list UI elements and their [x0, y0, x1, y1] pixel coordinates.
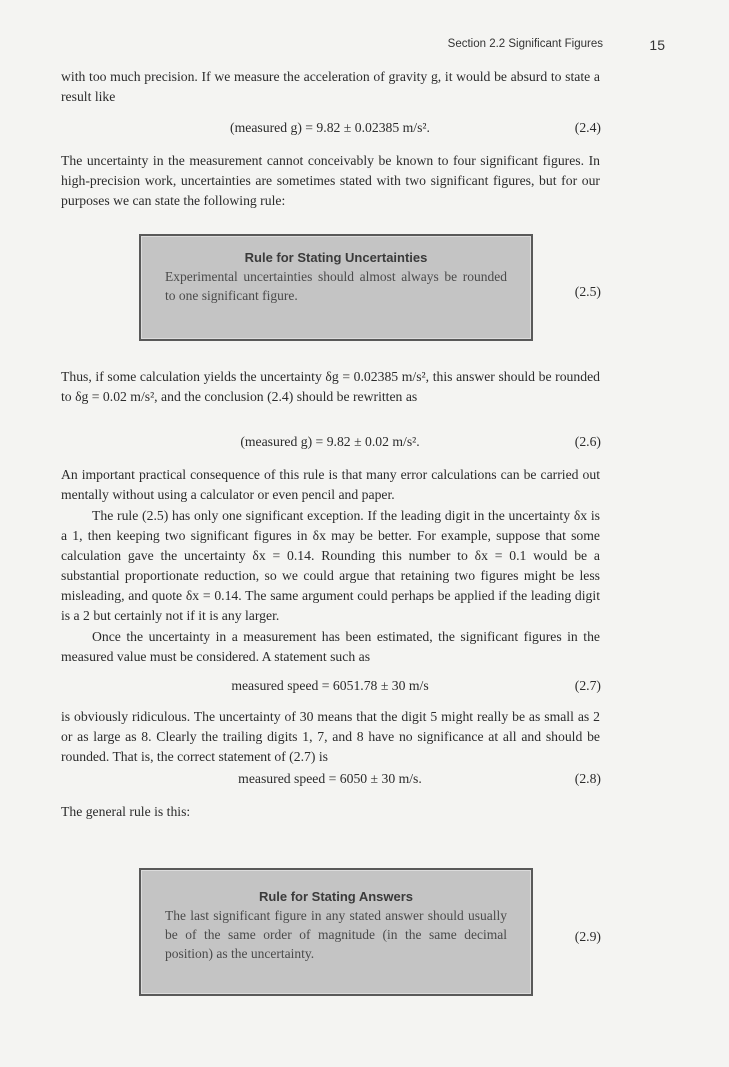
equation-body: (measured g) = 9.82 ± 0.02385 m/s².: [230, 120, 430, 135]
running-header: [0, 38, 729, 56]
equation-number: (2.7): [574, 678, 601, 693]
page-number: 15: [649, 37, 665, 53]
equation-2-7: [0, 676, 729, 696]
rule-box-uncertainties: [139, 234, 533, 341]
equation-number: (2.6): [574, 434, 601, 449]
equation-2-8: [0, 769, 729, 789]
equation-2-4: [0, 118, 729, 138]
rule-box-text: The last significant figure in any stated answer should usually be of the same order of magnitude (in the same decimal position) as the uncertainty.: [165, 908, 507, 961]
rule-number-2-9: (2.9): [574, 929, 601, 944]
equation-body: (measured g) = 9.82 ± 0.02 m/s².: [240, 434, 420, 449]
rule-number-2-5: (2.5): [574, 284, 601, 299]
rule-box-text: Experimental uncertainties should almost always be rounded to one significant figure.: [165, 269, 507, 303]
paragraph-7: is obviously ridiculous. The uncertainty of 30 means that the digit 5 might really be as small as 2 or as large as 8. Clearly the trailing digits 1, 7, and 8 have no significance at all and should be rounded. That is, the correct statement of (2.7) is: [61, 709, 600, 764]
equation-number: (2.8): [574, 771, 601, 786]
equation-2-6: [0, 432, 729, 452]
section-title: Section 2.2 Significant Figures: [447, 38, 603, 50]
paragraph-5: The rule (2.5) has only one significant exception. If the leading digit in the uncertainty δx is a 1, then keeping two significant figures in δx may be better. For example, suppose that some calculation gave the uncertainty δx = 0.14. Rounding this number to δx = 0.1 would be a substantial proportionate reduction, so we could argue that retaining two figures might be less misleading, and quote δx = 0.14. The same argument could perhaps be applied if the leading digit is a 2 but certainly not if it is any larger.: [61, 508, 600, 623]
paragraph-6: Once the uncertainty in a measurement has been estimated, the significant figures in the measured value must be considered. A statement such as: [61, 629, 600, 664]
rule-box-answers: [139, 868, 533, 996]
paragraph-2: The uncertainty in the measurement cannot conceivably be known to four significant figures. In high-precision work, uncertainties are sometimes stated with two significant figures, but for our purposes we can state the following rule:: [61, 153, 600, 208]
equation-body: measured speed = 6051.78 ± 30 m/s: [231, 678, 429, 693]
paragraph-3: Thus, if some calculation yields the uncertainty δg = 0.02385 m/s², this answer should be rounded to δg = 0.02 m/s², and the conclusion (2.4) should be rewritten as: [61, 369, 600, 404]
equation-number: (2.4): [574, 120, 601, 135]
rule-box-title: Rule for Stating Answers: [258, 889, 414, 904]
rule-box-title: Rule for Stating Uncertainties: [244, 250, 428, 265]
equation-body: measured speed = 6050 ± 30 m/s.: [238, 771, 422, 786]
paragraph-8: The general rule is this:: [61, 804, 191, 819]
paragraph-1: with too much precision. If we measure the acceleration of gravity g, it would be absurd to state a result like: [61, 69, 600, 104]
paragraph-4: An important practical consequence of this rule is that many error calculations can be carried out mentally without using a calculator or even pencil and paper.: [61, 467, 600, 502]
